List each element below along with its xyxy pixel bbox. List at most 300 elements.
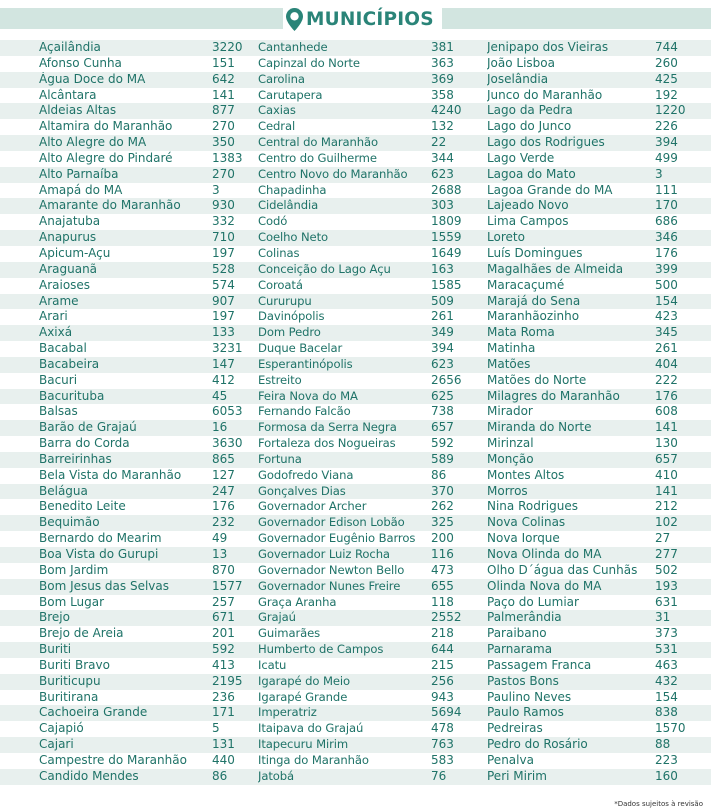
municipio-value: 13 xyxy=(212,547,228,561)
municipio-name: Alto Alegre do Pindaré xyxy=(39,150,173,165)
municipio-name: Cururupu xyxy=(258,293,312,308)
municipio-name: Itinga do Maranhão xyxy=(258,752,369,767)
municipio-value: 261 xyxy=(431,309,454,324)
table-row xyxy=(0,547,711,563)
municipio-name: Pedreiras xyxy=(487,721,543,736)
municipio-value: 345 xyxy=(655,325,678,340)
municipio-value: 256 xyxy=(431,673,454,688)
municipio-value: 111 xyxy=(655,182,678,197)
municipio-name: Joselândia xyxy=(487,71,549,86)
municipio-value: 215 xyxy=(431,657,454,672)
municipio-name: Alto Alegre do MA xyxy=(39,135,147,150)
municipio-name: Governador Newton Bello xyxy=(258,562,405,577)
municipio-value: 1649 xyxy=(431,245,462,260)
municipio-name: Axixá xyxy=(39,325,73,340)
municipio-name: Caxias xyxy=(258,103,296,118)
municipio-value: 5 xyxy=(212,721,220,736)
municipio-value: 49 xyxy=(212,531,228,546)
table-row xyxy=(0,309,711,325)
municipio-name: Brejo de Areia xyxy=(39,626,124,641)
municipio-name: Lima Campos xyxy=(487,214,569,229)
municipio-value: 394 xyxy=(655,135,678,150)
header xyxy=(0,0,711,40)
municipio-name: Benedito Leite xyxy=(39,499,126,514)
municipio-name: Cidelândia xyxy=(258,198,319,213)
municipio-name: Maracaçumé xyxy=(487,277,565,292)
municipio-name: Montes Altos xyxy=(487,467,565,482)
municipio-value: 763 xyxy=(431,737,454,752)
municipio-name: Morros xyxy=(487,483,528,498)
municipio-value: 1570 xyxy=(655,721,686,736)
table-row xyxy=(0,88,711,104)
municipio-value: 86 xyxy=(212,768,228,783)
municipio-name: Candido Mendes xyxy=(39,768,139,783)
municipio-value: 16 xyxy=(212,420,228,435)
municipio-value: 592 xyxy=(431,436,454,451)
municipio-value: 160 xyxy=(655,768,678,783)
municipio-name: Fortuna xyxy=(258,451,302,466)
municipio-value: 218 xyxy=(431,626,454,641)
municipio-value: 1577 xyxy=(212,578,243,593)
municipio-value: 212 xyxy=(655,499,678,514)
municipio-value: 1559 xyxy=(431,230,462,245)
municipio-name: Jenipapo dos Vieiras xyxy=(487,40,609,54)
municipio-name: Nova Iorque xyxy=(487,531,560,546)
municipio-value: 22 xyxy=(431,135,447,150)
table-row xyxy=(0,610,711,626)
municipio-value: 261 xyxy=(655,341,678,356)
municipio-name: Conceição do Lago Açu xyxy=(258,261,391,276)
table-row xyxy=(0,721,711,737)
municipio-value: 865 xyxy=(212,451,235,466)
municipio-value: 657 xyxy=(655,451,678,466)
municipio-name: Buriti xyxy=(39,642,72,657)
table-row xyxy=(0,262,711,278)
municipio-value: 625 xyxy=(431,388,454,403)
municipios-table xyxy=(0,40,711,785)
table-row xyxy=(0,357,711,373)
municipio-value: 1809 xyxy=(431,214,462,229)
table-row xyxy=(0,452,711,468)
municipio-value: 102 xyxy=(655,515,678,530)
municipio-name: Lago Verde xyxy=(487,150,555,165)
municipio-name: Lago do Junco xyxy=(487,119,572,134)
municipio-name: Balsas xyxy=(39,404,78,419)
municipio-value: 478 xyxy=(431,721,454,736)
municipio-name: Bequimão xyxy=(39,515,100,530)
municipio-value: 201 xyxy=(212,626,235,641)
table-row xyxy=(0,230,711,246)
municipio-value: 260 xyxy=(655,55,678,70)
municipio-name: Paço do Lumiar xyxy=(487,594,579,609)
table-row xyxy=(0,642,711,658)
municipio-name: Bacabal xyxy=(39,341,87,356)
municipio-name: Cachoeira Grande xyxy=(39,705,148,720)
municipio-name: Alto Parnaíba xyxy=(39,166,119,181)
table-row xyxy=(0,753,711,769)
municipio-value: 223 xyxy=(655,752,678,767)
municipio-name: Paulino Neves xyxy=(487,689,572,704)
municipio-value: 222 xyxy=(655,372,678,387)
municipio-name: Lagoa Grande do MA xyxy=(487,182,613,197)
municipio-value: 583 xyxy=(431,752,454,767)
municipio-value: 325 xyxy=(431,515,454,530)
municipio-name: Amarante do Maranhão xyxy=(39,198,181,213)
municipio-name: Guimarães xyxy=(258,626,321,641)
municipio-value: 86 xyxy=(431,467,447,482)
municipio-value: 27 xyxy=(655,531,671,546)
municipio-value: 76 xyxy=(431,768,447,783)
municipio-name: Lago dos Rodrigues xyxy=(487,135,605,150)
table-row xyxy=(0,72,711,88)
municipio-name: Barão de Grajaú xyxy=(39,420,137,435)
municipio-value: 257 xyxy=(212,594,235,609)
municipio-name: Duque Bacelar xyxy=(258,341,343,356)
municipio-name: Penalva xyxy=(487,752,534,767)
municipio-name: Matões do Norte xyxy=(487,372,587,387)
municipio-name: Olinda Nova do MA xyxy=(487,578,602,593)
table-row xyxy=(0,167,711,183)
municipio-value: 623 xyxy=(431,166,454,181)
table-row xyxy=(0,436,711,452)
municipio-value: 410 xyxy=(655,467,678,482)
table-row xyxy=(0,420,711,436)
municipio-value: 154 xyxy=(655,293,678,308)
municipio-value: 200 xyxy=(431,531,454,546)
municipio-name: Pedro do Rosário xyxy=(487,737,588,752)
municipio-name: Igarapé do Meio xyxy=(258,673,351,688)
municipio-value: 744 xyxy=(655,40,678,54)
municipio-value: 440 xyxy=(212,752,235,767)
municipio-value: 655 xyxy=(431,578,454,593)
municipio-name: Água Doce do MA xyxy=(39,71,146,86)
municipio-value: 3 xyxy=(212,182,220,197)
table-row xyxy=(0,373,711,389)
table-row xyxy=(0,294,711,310)
municipio-name: Humberto de Campos xyxy=(258,642,384,657)
municipio-value: 2656 xyxy=(431,372,462,387)
municipio-value: 262 xyxy=(431,499,454,514)
table-row xyxy=(0,484,711,500)
municipio-name: Colinas xyxy=(258,245,300,260)
municipio-name: Milagres do Maranhão xyxy=(487,388,620,403)
municipio-name: Godofredo Viana xyxy=(258,467,354,482)
municipio-value: 171 xyxy=(212,705,235,720)
municipio-name: Buriti Bravo xyxy=(39,657,110,672)
municipio-value: 358 xyxy=(431,87,454,102)
municipio-value: 930 xyxy=(212,198,235,213)
municipio-name: Feira Nova do MA xyxy=(258,388,358,403)
table-row xyxy=(0,499,711,515)
table-row xyxy=(0,183,711,199)
municipio-value: 176 xyxy=(655,388,678,403)
municipio-value: 303 xyxy=(431,198,454,213)
municipio-name: Esperantinópolis xyxy=(258,356,353,371)
municipio-value: 141 xyxy=(212,87,235,102)
municipio-name: Graça Aranha xyxy=(258,594,337,609)
municipio-value: 1585 xyxy=(431,277,462,292)
municipio-value: 363 xyxy=(431,55,454,70)
table-row xyxy=(0,151,711,167)
municipio-name: Aldeias Altas xyxy=(39,103,117,118)
table-row xyxy=(0,674,711,690)
municipio-name: Capinzal do Norte xyxy=(258,55,360,70)
municipio-value: 88 xyxy=(655,737,671,752)
municipio-value: 370 xyxy=(431,483,454,498)
municipio-value: 686 xyxy=(655,214,678,229)
table-row xyxy=(0,705,711,721)
table-row xyxy=(0,56,711,72)
municipio-name: Codó xyxy=(258,214,288,229)
municipio-name: Passagem Franca xyxy=(487,657,592,672)
municipio-value: 2195 xyxy=(212,673,243,688)
municipio-name: Anajatuba xyxy=(39,214,101,229)
municipio-value: 130 xyxy=(655,436,678,451)
municipio-value: 151 xyxy=(212,55,235,70)
municipio-value: 413 xyxy=(212,657,235,672)
municipio-value: 192 xyxy=(655,87,678,102)
table-row xyxy=(0,515,711,531)
municipio-name: Igarapé Grande xyxy=(258,689,348,704)
municipio-name: Bom Jesus das Selvas xyxy=(39,578,170,593)
municipio-name: Coelho Neto xyxy=(258,230,329,245)
municipio-name: Loreto xyxy=(487,230,525,245)
municipio-value: 4240 xyxy=(431,103,462,118)
municipio-name: Gonçalves Dias xyxy=(258,483,346,498)
municipio-value: 943 xyxy=(431,689,454,704)
municipio-value: 118 xyxy=(431,594,454,609)
municipio-value: 877 xyxy=(212,103,235,118)
municipio-value: 369 xyxy=(431,71,454,86)
municipio-value: 870 xyxy=(212,562,235,577)
municipio-name: Chapadinha xyxy=(258,182,327,197)
municipio-name: Mirador xyxy=(487,404,533,419)
table-row xyxy=(0,214,711,230)
municipio-name: Grajaú xyxy=(258,610,296,625)
municipio-value: 141 xyxy=(655,420,678,435)
municipio-value: 425 xyxy=(655,71,678,86)
municipio-name: Barreirinhas xyxy=(39,451,112,466)
municipio-value: 531 xyxy=(655,642,678,657)
municipio-name: Bacurituba xyxy=(39,388,105,403)
municipio-name: Altamira do Maranhão xyxy=(39,119,173,134)
municipio-value: 412 xyxy=(212,372,235,387)
table-row xyxy=(0,325,711,341)
municipio-name: Imperatriz xyxy=(258,705,317,720)
municipio-name: Governador Eugênio Barros xyxy=(258,531,416,546)
municipio-value: 193 xyxy=(655,578,678,593)
municipio-value: 644 xyxy=(431,642,454,657)
municipio-value: 132 xyxy=(431,119,454,134)
municipio-value: 3220 xyxy=(212,40,243,54)
municipio-name: Carolina xyxy=(258,71,305,86)
municipio-value: 270 xyxy=(212,166,235,181)
municipio-name: Miranda do Norte xyxy=(487,420,592,435)
municipio-name: Palmerândia xyxy=(487,610,562,625)
municipio-name: Boa Vista do Gurupi xyxy=(39,547,159,561)
municipio-name: Carutapera xyxy=(258,87,323,102)
municipio-value: 1383 xyxy=(212,150,243,165)
municipio-value: 592 xyxy=(212,642,235,657)
municipio-name: Olho D´água das Cunhãs xyxy=(487,562,638,577)
map-pin-icon xyxy=(285,7,304,32)
municipio-value: 499 xyxy=(655,150,678,165)
municipio-name: Luís Domingues xyxy=(487,245,583,260)
municipio-name: Cajapió xyxy=(39,721,84,736)
municipio-name: Monção xyxy=(487,451,534,466)
municipio-name: Coroatá xyxy=(258,277,303,292)
municipio-value: 623 xyxy=(431,356,454,371)
municipio-value: 45 xyxy=(212,388,228,403)
municipio-value: 381 xyxy=(431,40,454,54)
municipio-value: 346 xyxy=(655,230,678,245)
municipio-name: Campestre do Maranhão xyxy=(39,752,187,767)
municipio-value: 838 xyxy=(655,705,678,720)
municipio-name: Maranhãozinho xyxy=(487,309,580,324)
table-row xyxy=(0,626,711,642)
municipio-value: 907 xyxy=(212,293,235,308)
municipio-value: 631 xyxy=(655,594,678,609)
municipio-name: Arari xyxy=(39,309,68,324)
table-row xyxy=(0,389,711,405)
municipio-value: 116 xyxy=(431,547,454,561)
municipio-value: 147 xyxy=(212,356,235,371)
municipio-value: 31 xyxy=(655,610,671,625)
municipio-value: 3231 xyxy=(212,341,243,356)
municipio-name: Estreito xyxy=(258,372,302,387)
table-row xyxy=(0,278,711,294)
table-row xyxy=(0,103,711,119)
municipio-name: Itapecuru Mirim xyxy=(258,737,349,752)
municipio-value: 463 xyxy=(655,657,678,672)
municipio-value: 710 xyxy=(212,230,235,245)
municipio-value: 502 xyxy=(655,562,678,577)
table-row xyxy=(0,595,711,611)
municipio-name: Cajari xyxy=(39,737,74,752)
municipio-name: Nova Colinas xyxy=(487,515,566,530)
municipio-value: 5694 xyxy=(431,705,462,720)
municipio-name: Bacabeira xyxy=(39,356,100,371)
municipio-value: 176 xyxy=(212,499,235,514)
municipio-name: Pastos Bons xyxy=(487,673,559,688)
municipio-value: 236 xyxy=(212,689,235,704)
municipio-value: 657 xyxy=(431,420,454,435)
municipio-value: 500 xyxy=(655,277,678,292)
municipio-name: Araioses xyxy=(39,277,91,292)
municipio-value: 509 xyxy=(431,293,454,308)
municipio-value: 3630 xyxy=(212,436,243,451)
municipio-value: 176 xyxy=(655,245,678,260)
municipio-value: 270 xyxy=(212,119,235,134)
page-title: MUNICÍPIOS xyxy=(306,8,434,30)
municipio-name: Matões xyxy=(487,356,531,371)
municipio-name: João Lisboa xyxy=(487,55,555,70)
municipio-value: 423 xyxy=(655,309,678,324)
municipio-name: Junco do Maranhão xyxy=(487,87,603,102)
municipio-name: Peri Mirim xyxy=(487,768,547,783)
municipio-value: 154 xyxy=(655,689,678,704)
municipio-name: Nova Olinda do MA xyxy=(487,547,602,561)
municipio-name: Buritirana xyxy=(39,689,99,704)
municipio-value: 2688 xyxy=(431,182,462,197)
table-row xyxy=(0,658,711,674)
municipio-name: Alcântara xyxy=(39,87,97,102)
table-row xyxy=(0,404,711,420)
table-row xyxy=(0,579,711,595)
municipio-value: 399 xyxy=(655,261,678,276)
municipio-value: 3 xyxy=(655,166,663,181)
table-row xyxy=(0,531,711,547)
municipio-name: Parnarama xyxy=(487,642,553,657)
municipio-name: Mata Roma xyxy=(487,325,555,340)
municipio-name: Paraibano xyxy=(487,626,547,641)
municipio-value: 349 xyxy=(431,325,454,340)
municipio-name: Bacuri xyxy=(39,372,78,387)
municipio-value: 528 xyxy=(212,261,235,276)
table-row xyxy=(0,119,711,135)
municipio-name: Arame xyxy=(39,293,79,308)
table-row xyxy=(0,769,711,785)
municipio-value: 1220 xyxy=(655,103,686,118)
municipio-name: Afonso Cunha xyxy=(39,55,122,70)
municipio-name: Davinópolis xyxy=(258,309,325,324)
municipio-name: Lajeado Novo xyxy=(487,198,569,213)
municipio-name: Magalhães de Almeida xyxy=(487,261,624,276)
municipio-name: Apicum-Açu xyxy=(39,245,111,260)
municipio-name: Nina Rodrigues xyxy=(487,499,578,514)
municipio-value: 197 xyxy=(212,245,235,260)
municipio-name: Açailândia xyxy=(39,40,101,54)
municipio-value: 574 xyxy=(212,277,235,292)
municipio-name: Dom Pedro xyxy=(258,325,321,340)
table-row xyxy=(0,135,711,151)
municipio-name: Bernardo do Mearim xyxy=(39,531,162,546)
municipio-name: Matinha xyxy=(487,341,536,356)
municipio-name: Governador Archer xyxy=(258,499,367,514)
table-row xyxy=(0,198,711,214)
municipio-name: Governador Edison Lobão xyxy=(258,515,405,530)
municipio-name: Bom Jardim xyxy=(39,562,109,577)
municipio-value: 127 xyxy=(212,467,235,482)
municipio-name: Icatu xyxy=(258,657,287,672)
municipio-name: Lago da Pedra xyxy=(487,103,573,118)
municipio-name: Central do Maranhão xyxy=(258,135,379,150)
municipio-name: Cantanhede xyxy=(258,40,328,54)
table-row xyxy=(0,40,711,56)
municipio-value: 197 xyxy=(212,309,235,324)
municipio-value: 332 xyxy=(212,214,235,229)
municipio-value: 350 xyxy=(212,135,235,150)
municipio-value: 473 xyxy=(431,562,454,577)
municipio-value: 163 xyxy=(431,261,454,276)
municipio-value: 404 xyxy=(655,356,678,371)
municipio-value: 671 xyxy=(212,610,235,625)
table-row xyxy=(0,246,711,262)
municipio-value: 170 xyxy=(655,198,678,213)
municipio-value: 226 xyxy=(655,119,678,134)
municipio-name: Lagoa do Mato xyxy=(487,166,576,181)
municipio-name: Cedral xyxy=(258,119,296,134)
municipio-value: 608 xyxy=(655,404,678,419)
municipio-name: Governador Luiz Rocha xyxy=(258,547,390,561)
municipio-value: 6053 xyxy=(212,404,243,419)
municipio-name: Amapá do MA xyxy=(39,182,123,197)
municipio-name: Bom Lugar xyxy=(39,594,105,609)
municipio-value: 432 xyxy=(655,673,678,688)
municipio-name: Paulo Ramos xyxy=(487,705,564,720)
municipio-value: 373 xyxy=(655,626,678,641)
municipio-value: 133 xyxy=(212,325,235,340)
